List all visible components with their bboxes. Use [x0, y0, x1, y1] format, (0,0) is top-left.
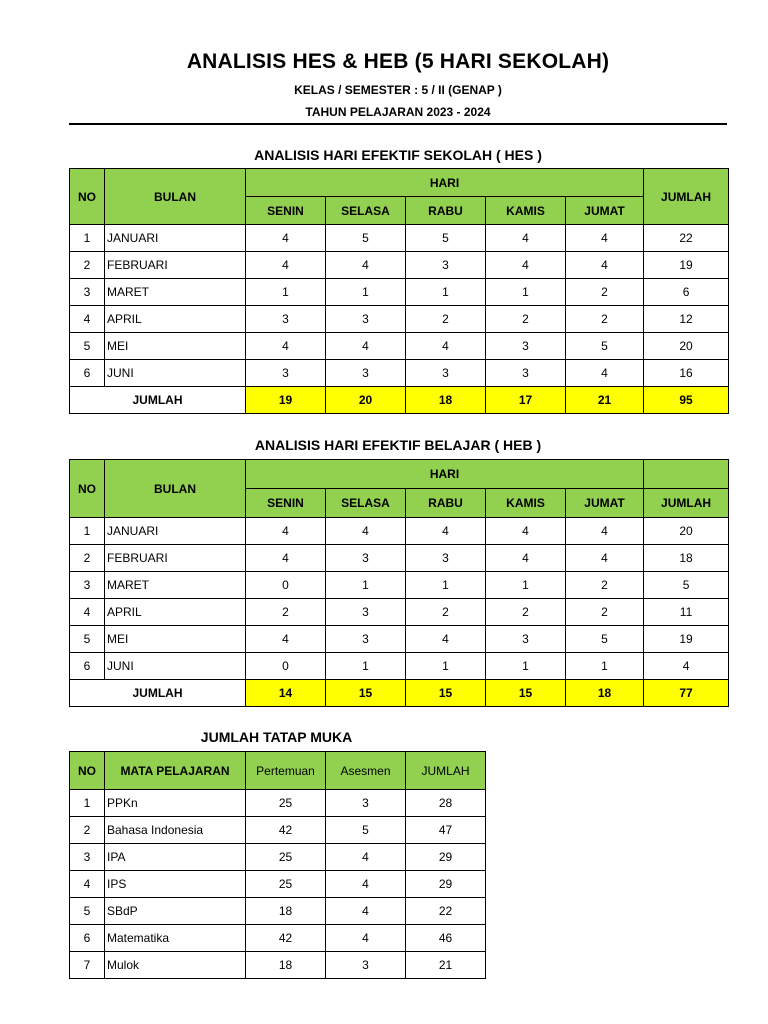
- cell-jumlah: 19: [644, 252, 729, 279]
- cell-jumlah: 28: [406, 790, 486, 817]
- cell-kamis: 2: [486, 306, 566, 333]
- cell-rabu: 4: [406, 333, 486, 360]
- cell-selasa: 3: [326, 626, 406, 653]
- cell-kamis: 3: [486, 360, 566, 387]
- table-row: [70, 817, 486, 844]
- table-row: [70, 599, 729, 626]
- cell-selasa: 4: [326, 252, 406, 279]
- heb-header-bulan: BULAN: [105, 460, 246, 518]
- cell-asesmen: 4: [326, 871, 406, 898]
- total-rabu: 15: [406, 680, 486, 707]
- heb-table: [69, 459, 729, 707]
- row-no: 5: [70, 898, 105, 925]
- cell-pertemuan: 25: [246, 790, 326, 817]
- heb-header-jumat: JUMAT: [566, 489, 644, 518]
- table-row: [70, 306, 729, 333]
- cell-senin: 0: [246, 653, 326, 680]
- cell-jumat: 2: [566, 306, 644, 333]
- cell-senin: 4: [246, 225, 326, 252]
- cell-jumlah: 16: [644, 360, 729, 387]
- cell-selasa: 4: [326, 518, 406, 545]
- cell-jumlah: 18: [644, 545, 729, 572]
- table-row: [70, 952, 486, 979]
- cell-jumlah: 21: [406, 952, 486, 979]
- table-row: [70, 844, 486, 871]
- cell-senin: 4: [246, 252, 326, 279]
- hes-header-jumat: JUMAT: [566, 197, 644, 225]
- table-row: [70, 225, 729, 252]
- row-bulan: APRIL: [105, 599, 246, 626]
- cell-jumat: 2: [566, 279, 644, 306]
- cell-senin: 4: [246, 333, 326, 360]
- hes-header-kamis: KAMIS: [486, 197, 566, 225]
- cell-pertemuan: 25: [246, 844, 326, 871]
- table-row: [70, 252, 729, 279]
- hes-header-jumlah: JUMLAH: [644, 169, 729, 225]
- cell-jumlah: 29: [406, 871, 486, 898]
- row-bulan: JUNI: [105, 360, 246, 387]
- cell-asesmen: 4: [326, 844, 406, 871]
- cell-pertemuan: 42: [246, 817, 326, 844]
- cell-jumat: 5: [566, 333, 644, 360]
- heb-header-selasa: SELASA: [326, 489, 406, 518]
- heb-title: ANALISIS HARI EFEKTIF BELAJAR ( HEB ): [254, 437, 542, 453]
- total-kamis: 17: [486, 387, 566, 414]
- tm-header-no: NO: [70, 752, 105, 790]
- cell-jumat: 4: [566, 252, 644, 279]
- cell-rabu: 3: [406, 545, 486, 572]
- row-no: 4: [70, 871, 105, 898]
- total-selasa: 20: [326, 387, 406, 414]
- hes-header-hari: HARI: [246, 169, 644, 197]
- heb-header-rabu: RABU: [406, 489, 486, 518]
- cell-rabu: 2: [406, 306, 486, 333]
- total-jumat: 21: [566, 387, 644, 414]
- cell-pertemuan: 42: [246, 925, 326, 952]
- cell-jumlah: 47: [406, 817, 486, 844]
- table-row: [70, 925, 486, 952]
- hes-header-no: NO: [70, 169, 105, 225]
- cell-jumat: 4: [566, 225, 644, 252]
- row-no: 3: [70, 572, 105, 599]
- total-row: [70, 387, 729, 414]
- cell-kamis: 4: [486, 518, 566, 545]
- heb-header-hari: HARI: [246, 460, 644, 489]
- row-mapel: IPA: [105, 844, 246, 871]
- row-no: 4: [70, 599, 105, 626]
- cell-asesmen: 5: [326, 817, 406, 844]
- cell-kamis: 1: [486, 572, 566, 599]
- row-mapel: SBdP: [105, 898, 246, 925]
- heb-header-kamis: KAMIS: [486, 489, 566, 518]
- row-no: 1: [70, 225, 105, 252]
- cell-rabu: 4: [406, 518, 486, 545]
- cell-jumlah: 6: [644, 279, 729, 306]
- row-mapel: Bahasa Indonesia: [105, 817, 246, 844]
- cell-pertemuan: 25: [246, 871, 326, 898]
- row-no: 6: [70, 925, 105, 952]
- hes-header-senin: SENIN: [246, 197, 326, 225]
- cell-jumlah: 19: [644, 626, 729, 653]
- cell-kamis: 2: [486, 599, 566, 626]
- heb-header-senin: SENIN: [246, 489, 326, 518]
- row-bulan: JUNI: [105, 653, 246, 680]
- kelas-semester-label: KELAS / SEMESTER : 5 / II (GENAP ): [294, 83, 502, 97]
- cell-selasa: 3: [326, 545, 406, 572]
- cell-selasa: 3: [326, 306, 406, 333]
- cell-senin: 0: [246, 572, 326, 599]
- cell-kamis: 4: [486, 252, 566, 279]
- cell-rabu: 1: [406, 653, 486, 680]
- tm-header-mapel: MATA PELAJARAN: [105, 752, 246, 790]
- row-bulan: JANUARI: [105, 225, 246, 252]
- table-row: [70, 545, 729, 572]
- row-bulan: FEBRUARI: [105, 252, 246, 279]
- tm-header-asesmen: Asesmen: [326, 752, 406, 790]
- row-no: 6: [70, 360, 105, 387]
- cell-asesmen: 3: [326, 952, 406, 979]
- cell-jumat: 4: [566, 545, 644, 572]
- cell-kamis: 4: [486, 225, 566, 252]
- total-kamis: 15: [486, 680, 566, 707]
- cell-selasa: 3: [326, 360, 406, 387]
- table-row: [70, 653, 729, 680]
- cell-jumlah: 22: [406, 898, 486, 925]
- table-row: [70, 572, 729, 599]
- cell-jumlah: 46: [406, 925, 486, 952]
- cell-kamis: 1: [486, 279, 566, 306]
- cell-rabu: 1: [406, 572, 486, 599]
- cell-jumat: 5: [566, 626, 644, 653]
- cell-kamis: 1: [486, 653, 566, 680]
- row-bulan: JANUARI: [105, 518, 246, 545]
- cell-rabu: 2: [406, 599, 486, 626]
- row-no: 6: [70, 653, 105, 680]
- hes-header-bulan: BULAN: [105, 169, 246, 225]
- table-row: [70, 360, 729, 387]
- cell-kamis: 4: [486, 545, 566, 572]
- hes-header-rabu: RABU: [406, 197, 486, 225]
- row-mapel: Mulok: [105, 952, 246, 979]
- cell-jumlah: 29: [406, 844, 486, 871]
- row-bulan: MARET: [105, 572, 246, 599]
- cell-senin: 4: [246, 518, 326, 545]
- cell-jumlah: 5: [644, 572, 729, 599]
- row-no: 3: [70, 279, 105, 306]
- cell-senin: 3: [246, 360, 326, 387]
- table-row: [70, 871, 486, 898]
- total-senin: 14: [246, 680, 326, 707]
- row-mapel: PPKn: [105, 790, 246, 817]
- cell-selasa: 3: [326, 599, 406, 626]
- title-divider: [69, 123, 727, 125]
- heb-header-blank: [644, 460, 729, 489]
- cell-jumat: 1: [566, 653, 644, 680]
- hes-header-selasa: SELASA: [326, 197, 406, 225]
- table-row: [70, 279, 729, 306]
- page-title: ANALISIS HES & HEB (5 HARI SEKOLAH): [186, 50, 610, 73]
- row-no: 1: [70, 518, 105, 545]
- row-mapel: IPS: [105, 871, 246, 898]
- row-no: 4: [70, 306, 105, 333]
- cell-jumlah: 22: [644, 225, 729, 252]
- heb-header-no: NO: [70, 460, 105, 518]
- row-no: 5: [70, 626, 105, 653]
- tatap-muka-title: JUMLAH TATAP MUKA: [200, 729, 353, 745]
- cell-rabu: 5: [406, 225, 486, 252]
- cell-jumlah: 4: [644, 653, 729, 680]
- cell-selasa: 4: [326, 333, 406, 360]
- row-no: 3: [70, 844, 105, 871]
- row-bulan: MARET: [105, 279, 246, 306]
- row-no: 5: [70, 333, 105, 360]
- total-rabu: 18: [406, 387, 486, 414]
- cell-asesmen: 4: [326, 925, 406, 952]
- table-row: [70, 626, 729, 653]
- cell-jumat: 2: [566, 572, 644, 599]
- cell-rabu: 3: [406, 360, 486, 387]
- row-mapel: Matematika: [105, 925, 246, 952]
- cell-pertemuan: 18: [246, 952, 326, 979]
- cell-jumlah: 20: [644, 518, 729, 545]
- cell-selasa: 1: [326, 653, 406, 680]
- row-bulan: MEI: [105, 626, 246, 653]
- table-row: [70, 898, 486, 925]
- total-jumlah: 77: [644, 680, 729, 707]
- cell-selasa: 5: [326, 225, 406, 252]
- cell-senin: 4: [246, 626, 326, 653]
- tahun-pelajaran-label: TAHUN PELAJARAN 2023 - 2024: [305, 105, 491, 119]
- row-bulan: FEBRUARI: [105, 545, 246, 572]
- cell-jumat: 4: [566, 360, 644, 387]
- cell-selasa: 1: [326, 572, 406, 599]
- cell-jumlah: 11: [644, 599, 729, 626]
- cell-jumlah: 20: [644, 333, 729, 360]
- hes-title: ANALISIS HARI EFEKTIF SEKOLAH ( HES ): [254, 147, 542, 163]
- cell-kamis: 3: [486, 626, 566, 653]
- row-bulan: APRIL: [105, 306, 246, 333]
- heb-header-jumlah: JUMLAH: [644, 489, 729, 518]
- table-row: [70, 518, 729, 545]
- row-no: 2: [70, 817, 105, 844]
- cell-senin: 1: [246, 279, 326, 306]
- total-label: JUMLAH: [70, 680, 246, 707]
- cell-senin: 4: [246, 545, 326, 572]
- cell-pertemuan: 18: [246, 898, 326, 925]
- cell-senin: 3: [246, 306, 326, 333]
- total-jumlah: 95: [644, 387, 729, 414]
- row-no: 1: [70, 790, 105, 817]
- total-label: JUMLAH: [70, 387, 246, 414]
- hes-table: [69, 168, 729, 414]
- total-senin: 19: [246, 387, 326, 414]
- total-jumat: 18: [566, 680, 644, 707]
- cell-rabu: 3: [406, 252, 486, 279]
- row-bulan: MEI: [105, 333, 246, 360]
- table-row: [70, 333, 729, 360]
- cell-selasa: 1: [326, 279, 406, 306]
- cell-jumat: 4: [566, 518, 644, 545]
- row-no: 2: [70, 545, 105, 572]
- cell-asesmen: 3: [326, 790, 406, 817]
- row-no: 7: [70, 952, 105, 979]
- tm-header-jumlah: JUMLAH: [406, 752, 486, 790]
- cell-asesmen: 4: [326, 898, 406, 925]
- table-row: [70, 790, 486, 817]
- cell-rabu: 1: [406, 279, 486, 306]
- total-row: [70, 680, 729, 707]
- tatap-muka-table: [69, 751, 486, 979]
- total-selasa: 15: [326, 680, 406, 707]
- tm-header-pertemuan: Pertemuan: [246, 752, 326, 790]
- row-no: 2: [70, 252, 105, 279]
- cell-rabu: 4: [406, 626, 486, 653]
- cell-kamis: 3: [486, 333, 566, 360]
- cell-jumat: 2: [566, 599, 644, 626]
- cell-senin: 2: [246, 599, 326, 626]
- cell-jumlah: 12: [644, 306, 729, 333]
